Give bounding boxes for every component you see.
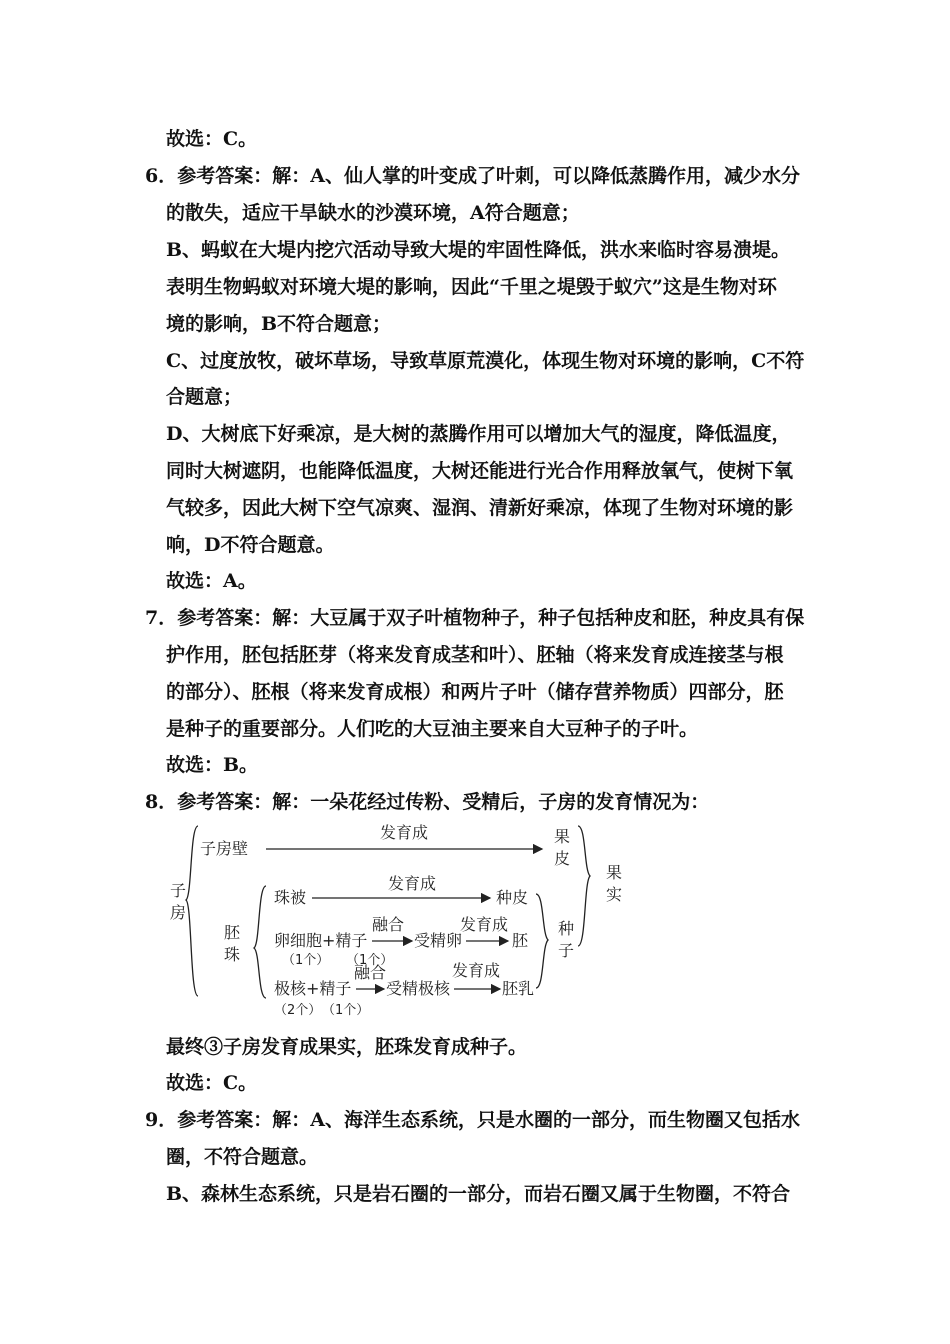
text-line: 9．参考答案：解：A、海洋生态系统，只是水圈的一部分，而生物圈又包括水 xyxy=(145,1109,800,1131)
ovary-wall-label: 子房壁 xyxy=(200,839,249,858)
text-line: 同时大树遮阴，也能降低温度，大树还能进行光合作用释放氧气，使树下氧 xyxy=(166,460,794,482)
integument-label: 珠被 xyxy=(274,888,307,907)
egg-sperm-label: 卵细胞+精子 xyxy=(274,931,368,950)
ovary-label-1: 子 xyxy=(170,881,187,900)
text-line: 境的影响，B不符合题意； xyxy=(166,313,392,335)
fusion-label-2: 融合 xyxy=(354,963,387,982)
pericarp-label-1: 果 xyxy=(554,827,571,846)
text-line: 故选：B。 xyxy=(166,754,259,776)
text-line: 气较多，因此大树下空气凉爽、湿润、清新好乘凉，体现了生物对环境的影 xyxy=(166,497,794,519)
text-line: 的部分）、胚根（将来发育成根）和两片子叶（储存营养物质）四部分，胚 xyxy=(166,681,784,703)
text-line: 的散失，适应干旱缺水的沙漠环境，A符合题意； xyxy=(166,202,580,224)
ovary-development-diagram xyxy=(166,818,626,1023)
text-line: 是种子的重要部分。人们吃的大豆油主要来自大豆种子的子叶。 xyxy=(166,718,699,740)
fertilized-polar-label: 受精极核 xyxy=(386,979,451,998)
polar-sperm-label: 极核+精子 xyxy=(274,979,352,998)
seed-label-2: 子 xyxy=(558,941,575,960)
develops-label-1: 发育成 xyxy=(380,823,429,842)
polar-count-label: （2个） xyxy=(274,1003,322,1018)
text-line: 故选：A。 xyxy=(166,570,257,592)
text-line: 表明生物蚂蚁对环境大堤的影响，因此“千里之堤毁于蚁穴”这是生物对环 xyxy=(166,276,777,298)
ovule-brace xyxy=(254,886,266,998)
fruit-label-1: 果 xyxy=(606,863,623,882)
text-line: 响，D不符合题意。 xyxy=(166,534,335,556)
text-line: B、森林生态系统，只是岩石圈的一部分，而岩石圈又属于生物圈，不符合 xyxy=(166,1183,791,1205)
text-line: 6．参考答案：解：A、仙人掌的叶变成了叶刺，可以降低蒸腾作用，减少水分 xyxy=(145,165,800,187)
text-line: 合题意； xyxy=(166,386,243,408)
text-line: 故选：C。 xyxy=(166,128,258,150)
fruit-brace xyxy=(578,826,590,946)
ovary-label-2: 房 xyxy=(170,903,187,922)
fusion-label-1: 融合 xyxy=(372,915,405,934)
sperm-count-label-1: （1个） xyxy=(346,953,394,968)
seed-brace xyxy=(536,894,548,988)
text-line: 故选：C。 xyxy=(166,1072,258,1094)
sperm-count-label-2: （1个） xyxy=(322,1003,370,1018)
ovary-brace xyxy=(186,826,198,996)
develops-label-3: 发育成 xyxy=(460,915,509,934)
embryo-label: 胚 xyxy=(512,931,529,950)
ovule-label-1: 胚 xyxy=(224,923,241,942)
text-line: 8．参考答案：解：一朵花经过传粉、受精后，子房的发育情况为： xyxy=(145,791,710,813)
text-line: C、过度放牧，破坏草场，导致草原荒漠化，体现生物对环境的影响，C不符 xyxy=(166,350,805,372)
pericarp-label-2: 皮 xyxy=(554,849,571,868)
fruit-label-2: 实 xyxy=(606,885,623,904)
egg-count-label: （1个） xyxy=(282,953,330,968)
text-line: 护作用，胚包括胚芽（将来发育成茎和叶）、胚轴（将来发育成连接茎与根 xyxy=(166,644,784,666)
seed-label-1: 种 xyxy=(558,919,575,938)
text-line: B、蚂蚁在大堤内挖穴活动导致大堤的牢固性降低，洪水来临时容易溃堤。 xyxy=(166,239,791,261)
develops-label-4: 发育成 xyxy=(452,961,501,980)
text-line: 7．参考答案：解：大豆属于双子叶植物种子，种子包括种皮和胚，种皮具有保 xyxy=(145,607,805,629)
seed-coat-label: 种皮 xyxy=(496,888,529,907)
text-line: 最终③子房发育成果实，胚珠发育成种子。 xyxy=(166,1036,528,1058)
ovule-label-2: 珠 xyxy=(224,945,241,964)
text-line: 圈，不符合题意。 xyxy=(166,1146,319,1168)
text-line: D、大树底下好乘凉，是大树的蒸腾作用可以增加大气的湿度，降低温度， xyxy=(166,423,791,445)
develops-label-2: 发育成 xyxy=(388,874,437,893)
endosperm-label: 胚乳 xyxy=(502,979,535,998)
zygote-label: 受精卵 xyxy=(414,931,463,950)
